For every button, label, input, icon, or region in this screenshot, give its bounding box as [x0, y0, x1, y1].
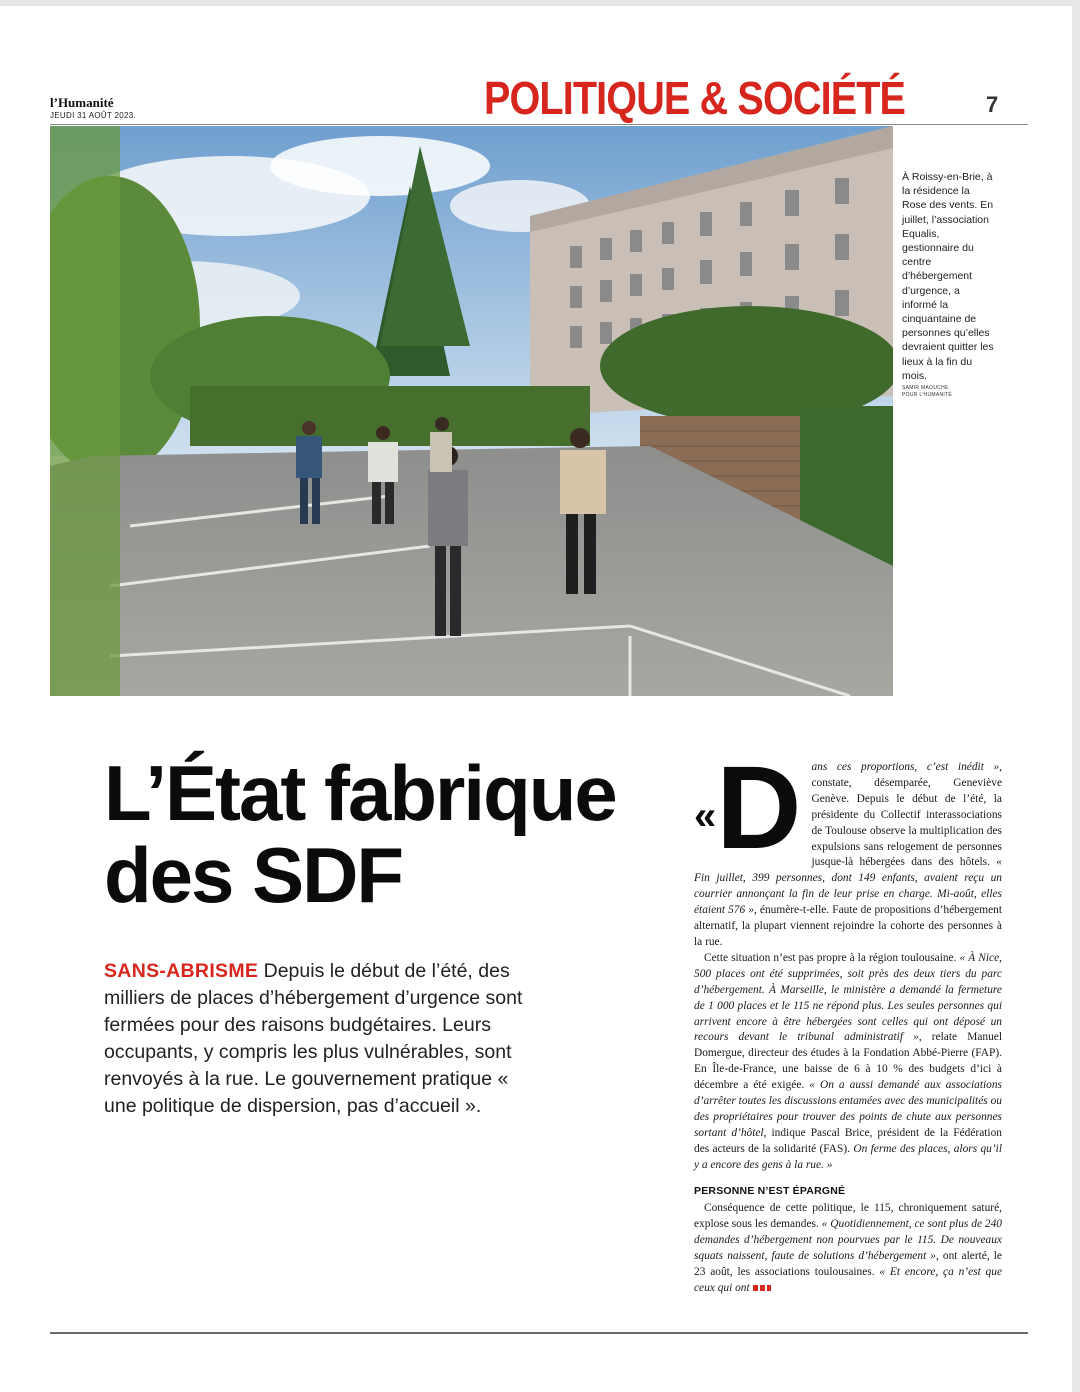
- standfirst-text: Depuis le début de l’été, des milliers de places d’hébergement d’urgence sont fermées pour des raisons budgétaires. Leurs occupants, y compris les plus vulnérables, sont renvoyés à la rue. Le gouvernement pratique « une politique de dispersion, pas d’accueil ».: [104, 960, 523, 1117]
- photo-caption: [902, 170, 994, 399]
- paragraph-2-quote-3: On ferme des places, alors qu’il y a encore des gens à la rue. »: [694, 1142, 1002, 1171]
- bottom-rule: [50, 1332, 1028, 1334]
- article-body: [694, 742, 1002, 1297]
- photo-illustration: [50, 126, 893, 696]
- paragraph-3-text: Conséquence de cette politique, le 115, chroniquement saturé, explose sous les demandes.: [694, 1202, 1002, 1231]
- paragraph-2-text-3: , indique Pascal Brice, président de la Fédération des acteurs de la solidarité (FAS).: [694, 1126, 1002, 1155]
- rubric-label: SANS-ABRISME: [104, 960, 259, 982]
- paragraph-1-text-2: , énumère-t-elle. Faute de propositions d’hébergement alternatif, la plupart viennent rejoindre la cohorte des personnes à la rue.: [694, 904, 1002, 948]
- paragraph-2-text-2: , relate Manuel Domergue, directeur des études à la Fondation Abbé-Pierre (FAP). En Île-de-France, une baisse de 6 à 10 % des budgets d’ici à décembre a été exigée.: [694, 1031, 1002, 1092]
- photo-credit-for: POUR L’HUMANITÉ: [902, 392, 953, 399]
- paragraph-2-quote-2: « On a aussi demandé aux associations d’arrêter toutes les discussions entamées avec des municipalités ou des propriétaires pour trouver des points de chute aux personnes sortant d’hôtel: [694, 1079, 1002, 1139]
- paragraph-1-text: , constate, désemparée, Geneviève Genève. Depuis le début de l’été, la présidente du Collectif interassociations de Toulouse observe la multiplication des expulsions sans relogement de personnes jusque-là hébergées dans des hôtels.: [811, 761, 1002, 869]
- dropcap-guillemet: «: [694, 794, 717, 838]
- issue-date: JEUDI 31 AOÛT 2023.: [50, 111, 137, 120]
- page-edge-right: [1072, 0, 1080, 1392]
- section-title: POLITIQUE & SOCIÉTÉ: [484, 72, 906, 124]
- paragraph-3: [694, 1201, 1002, 1296]
- page-edge-top: [0, 0, 1080, 6]
- paragraph-2: [694, 951, 1002, 1174]
- paragraph-3-text-2: , ont alerté, le 23 août, les associations toulousaines.: [694, 1250, 1002, 1279]
- dropcap-letter: D: [716, 742, 802, 874]
- article-headline: [104, 749, 684, 919]
- photo-caption-text: À Roissy-en-Brie, à la résidence la Rose des vents. En juillet, l’association Equalis, gestionnaire du centre d’hébergement d’urgence, a informé la cinquantaine de personnes qu’elles devraient quitter les lieux à la fin du mois.: [902, 171, 994, 382]
- paragraph-2-text: Cette situation n’est pas propre à la région toulousaine.: [704, 951, 960, 964]
- paragraph-3-quote-2: « Et encore, ça n’est que ceux qui ont: [694, 1266, 1002, 1294]
- top-rule: [50, 124, 1028, 125]
- newspaper-logo: l’Humanité: [50, 95, 114, 110]
- article-photo: [50, 126, 893, 696]
- photo-credit: [902, 385, 994, 399]
- continued-mark-icon: [753, 1285, 771, 1291]
- article-subhead: PERSONNE N’EST ÉPARGNÉ: [694, 1184, 846, 1197]
- paragraph-1-quote-2: « Fin juillet, 399 personnes, dont 149 enfants, avaient reçu un courrier annonçant la fin de leur prise en charge. Mi-août, elles étaient 576 »: [694, 856, 1002, 917]
- page-number: 7: [986, 92, 999, 117]
- paragraph-2-quote: « À Nice, 500 places ont été supprimées, soit près des deux tiers du parc d’hébergement. À Marseille, le ministère a demandé la fermeture de 1 000 places et le 115 ne répond plus. Les seules personnes qui arrivent encore à être hébergées sont celles qui ont déposé un recours devant le tribunal administratif »: [694, 951, 1002, 1044]
- headline-line-2: des SDF: [104, 831, 403, 919]
- paragraph-1-quote: ans ces proportions, c’est inédit »: [811, 761, 1000, 773]
- headline-line-1: L’État fabrique: [104, 749, 616, 837]
- paragraph-3-quote: « Quotidiennement, ce sont plus de 240 demandes d’hébergement non pourvues par le 115. De nouveaux squats naissent, faute de solutions d’hébergement »: [694, 1218, 1002, 1263]
- article-standfirst: [104, 958, 524, 1120]
- masthead: [50, 96, 136, 120]
- photo-credit-name: SAMIR MAOUCHE: [902, 385, 949, 392]
